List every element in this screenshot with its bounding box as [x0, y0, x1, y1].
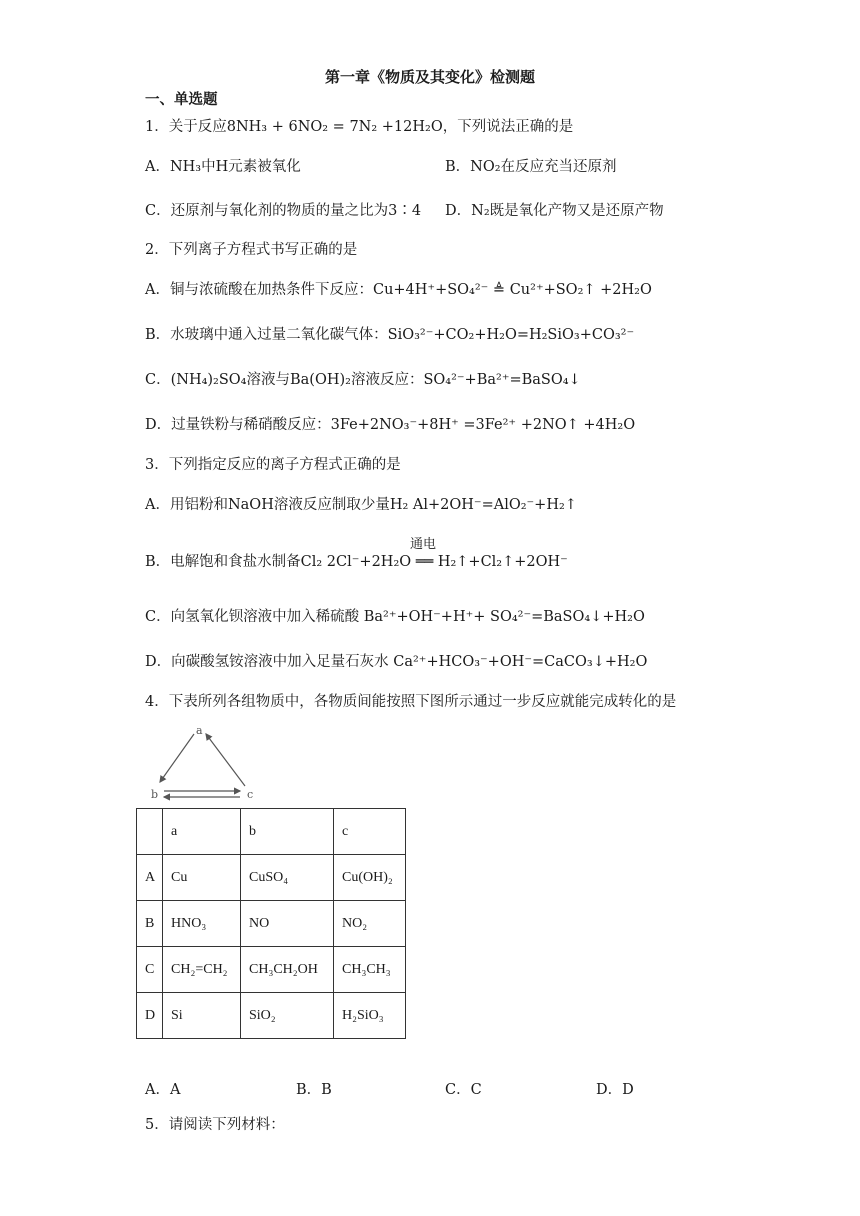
q3-condition-label: 通电: [410, 537, 437, 552]
table-header-row: [137, 809, 406, 855]
diagram-label-c: c: [247, 788, 254, 801]
q1-option-c: C．还原剂与氧化剂的物质的量之比为3∶4: [145, 203, 422, 219]
conversion-diagram: [150, 720, 270, 805]
table-cell: HNO₃: [163, 901, 241, 947]
q4-option-d: D．D: [596, 1082, 634, 1098]
table-cell: H₂SiO₃: [334, 993, 406, 1039]
q4-option-c: C．C: [445, 1082, 482, 1098]
table-cell: B: [137, 901, 163, 947]
table-row: [137, 901, 406, 947]
q3-option-d: D．向碳酸氢铵溶液中加入足量石灰水 Ca²⁺+HCO₃⁻+OH⁻=CaCO₃↓+H₂O: [145, 654, 648, 670]
table-cell: Cu(OH)₂: [334, 855, 406, 901]
q1-option-d: D．N₂既是氧化产物又是还原产物: [445, 203, 664, 219]
q5-stem: 5．请阅读下列材料：: [145, 1117, 285, 1133]
table-cell: CH₃CH₃: [334, 947, 406, 993]
q4-stem: 4．下表所列各组物质中，各物质间能按照下图所示通过一步反应就能完成转化的是: [145, 694, 677, 710]
q4-option-b: B．B: [296, 1082, 332, 1098]
q3-option-c: C．向氢氧化钡溶液中加入稀硫酸 Ba²⁺+OH⁻+H⁺+ SO₄²⁻=BaSO₄↓+H₂O: [145, 609, 645, 625]
q1-stem: 1．关于反应8NH₃ + 6NO₂ = 7N₂ +12H₂O，下列说法正确的是: [145, 119, 574, 135]
section-heading: 一、单选题: [145, 91, 218, 108]
q2-stem: 2．下列离子方程式书写正确的是: [145, 242, 358, 258]
q4-option-a: A．A: [145, 1082, 181, 1098]
table-cell: c: [334, 809, 406, 855]
q3-option-a: A．用铝粉和NaOH溶液反应制取少量H₂ Al+2OH⁻=AlO₂⁻+H₂↑: [145, 497, 577, 513]
q3-option-b: B．电解饱和食盐水制备Cl₂ 2Cl⁻+2H₂O ══ H₂↑+Cl₂↑+2OH⁻: [145, 554, 568, 570]
diagram-label-a: a: [196, 724, 203, 737]
table-cell: CuSO₄: [241, 855, 334, 901]
q2-option-a: A．铜与浓硫酸在加热条件下反应：Cu+4H⁺+SO₄²⁻ ≜ Cu²⁺+SO₂↑ +2H₂O: [145, 282, 652, 298]
table-cell: A: [137, 855, 163, 901]
page-title: 第一章《物质及其变化》检测题: [325, 68, 536, 86]
table-cell: Cu: [163, 855, 241, 901]
q2-option-c: C．(NH₄)₂SO₄溶液与Ba(OH)₂溶液反应：SO₄²⁻+Ba²⁺=BaSO₄↓: [145, 372, 581, 388]
table-row: [137, 993, 406, 1039]
table-cell: C: [137, 947, 163, 993]
table-cell: SiO₂: [241, 993, 334, 1039]
table-cell: [137, 809, 163, 855]
q2-option-b: B．水玻璃中通入过量二氧化碳气体：SiO₃²⁻+CO₂+H₂O=H₂SiO₃+CO₃²⁻: [145, 327, 635, 343]
table-cell: NO: [241, 901, 334, 947]
diagram-label-b: b: [151, 788, 159, 801]
table-cell: CH₂=CH₂: [163, 947, 241, 993]
arrow-a-to-b: [160, 734, 194, 782]
q1-option-a: A．NH₃中H元素被氧化: [145, 159, 301, 175]
table-cell: Si: [163, 993, 241, 1039]
table-row: [137, 947, 406, 993]
table-cell: NO₂: [334, 901, 406, 947]
table-cell: CH₃CH₂OH: [241, 947, 334, 993]
table-cell: D: [137, 993, 163, 1039]
table-row: [137, 855, 406, 901]
q2-option-d: D．过量铁粉与稀硝酸反应：3Fe+2NO₃⁻+8H⁺ =3Fe²⁺ +2NO↑ +4H₂O: [145, 417, 636, 433]
q1-option-b: B．NO₂在反应充当还原剂: [445, 159, 617, 175]
table-cell: b: [241, 809, 334, 855]
table-cell: a: [163, 809, 241, 855]
arrow-c-to-a: [206, 734, 245, 786]
q3-stem: 3．下列指定反应的离子方程式正确的是: [145, 457, 401, 473]
substance-table: [136, 808, 406, 1039]
